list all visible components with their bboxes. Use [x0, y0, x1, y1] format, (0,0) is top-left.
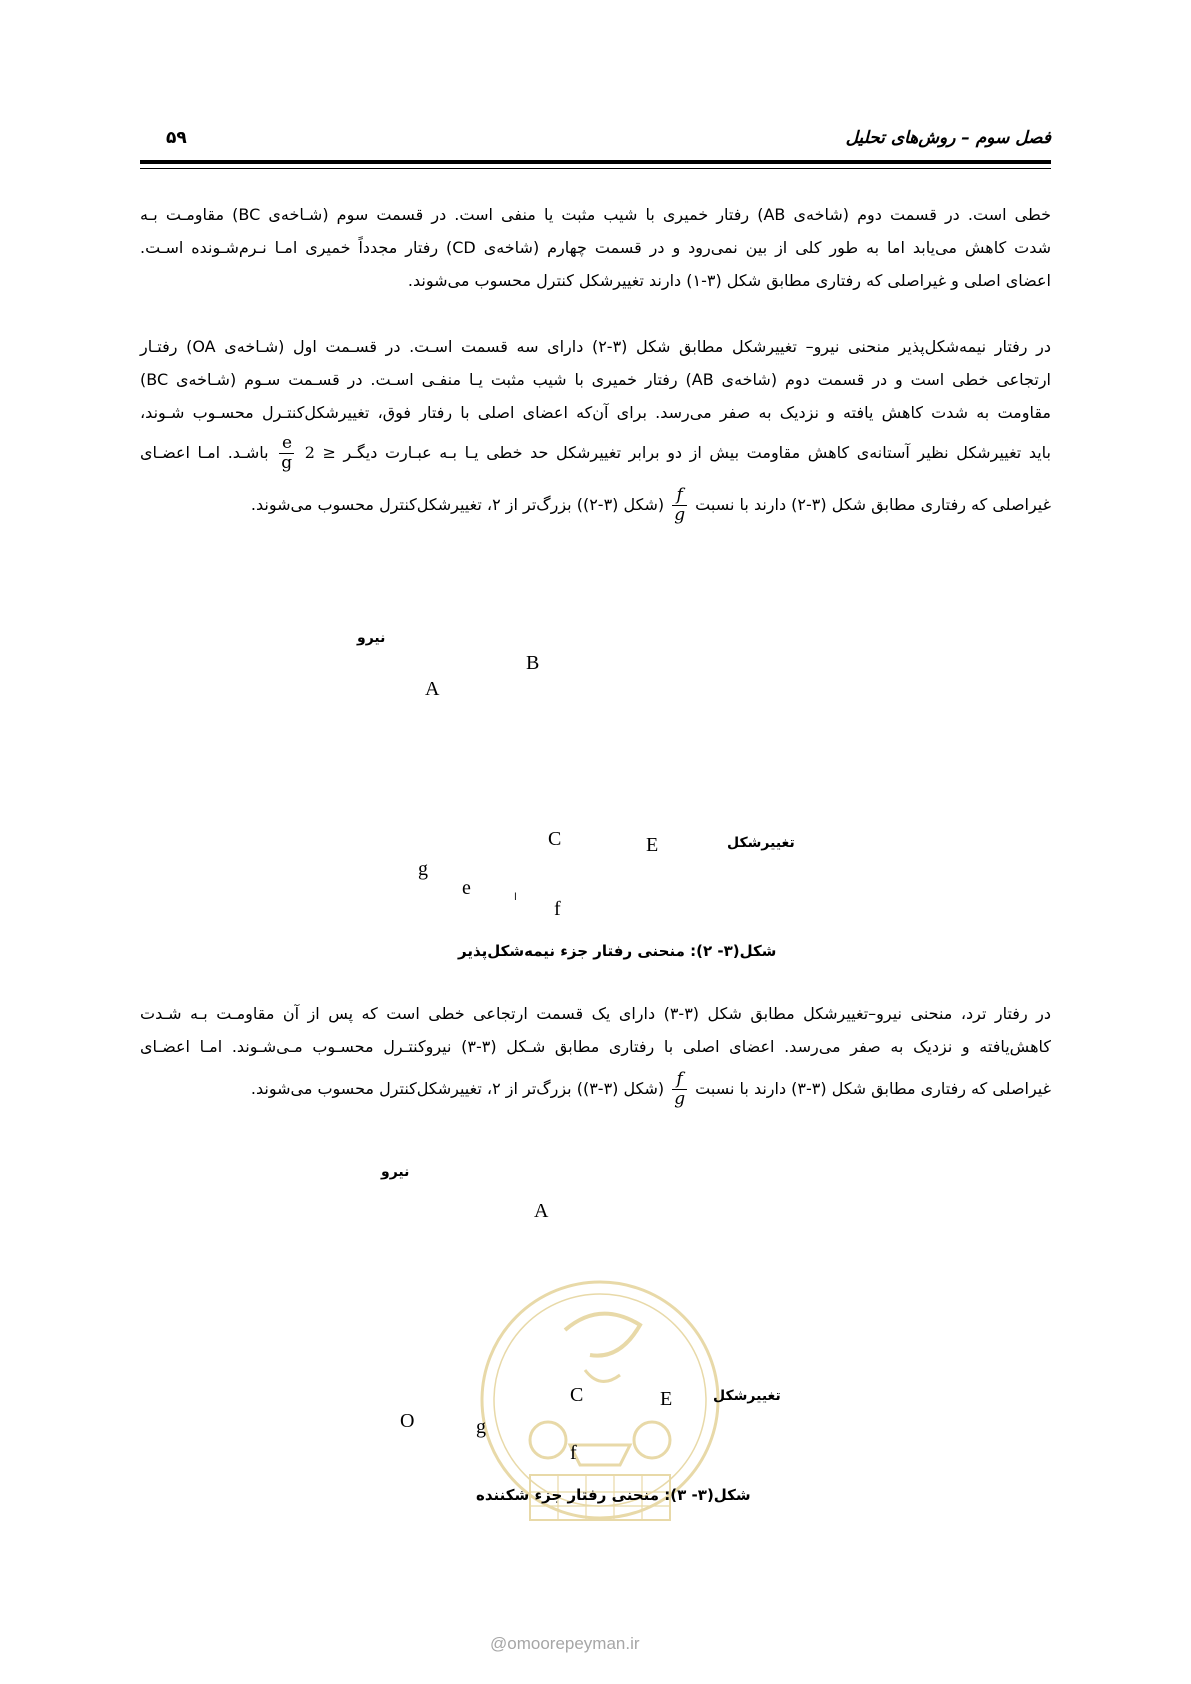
fraction-denominator: g [674, 505, 686, 525]
paragraph-line: کاهش‌یافته و نزدیک به صفر می‌رسد. اعضای اصلی با رفتاری مطابق شـکل (۳-۳) نیروکنتـرل محسـوب مـی‌شـوند. امـا اعضـای [140, 1037, 1052, 1056]
figure3-point-A: A [534, 1200, 549, 1222]
figure3-point-f: f [570, 1442, 577, 1464]
watermark-seal [470, 1270, 730, 1580]
figure3-point-g: g [476, 1416, 486, 1438]
fraction-e-over-g [279, 434, 294, 472]
figure2-point-g: g [418, 858, 428, 880]
text-segment: (شکل (۳-۳)) بزرگ‌تر از ۲، تغییرشکل‌کنترل محسوب می‌شوند. [250, 1079, 665, 1098]
paragraph-line-with-ratio [140, 433, 1051, 473]
chapter-title: فصل سوم – روش‌های تحلیل [845, 128, 1051, 148]
paragraph-2 [140, 330, 1051, 525]
watermark-site: @omoorepeyman.ir [490, 1634, 640, 1653]
paragraph-1 [140, 198, 1051, 297]
fraction-numerator: f [672, 486, 687, 506]
figure2-point-E: E [646, 834, 659, 856]
text-segment: باید تغییرشکل نظیر آستانه‌ی کاهش مقاومت بیش از دو برابر تغییرشکل حد خطی یـا بـه عبـارت دیگـر [343, 443, 1051, 462]
paragraph-line: در رفتار نیمه‌شکل‌پذیر منحنی نیرو– تغییرشکل مطابق شکل (۳-۲) دارای سه قسمت اسـت. در قسـمت اول (شـاخه‌ی OA) رفتـار [140, 337, 1051, 356]
text-segment: غیراصلی که رفتاری مطابق شکل (۳-۳) دارند با نسبت [695, 1079, 1051, 1098]
paragraph-line: اعضای اصلی و غیراصلی که رفتاری مطابق شکل (۳-۱) دارند تغییرشکل کنترل محسوب می‌شوند. [407, 271, 1051, 290]
paragraph-line: شدت کاهش می‌یابد اما به طور کلی از بین نمی‌رود و در قسمت چهارم (شاخه‌ی CD) رفتار مجدداً خمیری امـا نـرم‌شـونده اسـت. [140, 238, 1051, 257]
page-number: ۵۹ [166, 128, 187, 148]
fraction-f-over-g [672, 486, 687, 524]
figure3-point-C: C [570, 1384, 584, 1406]
fraction-numerator: f [672, 1070, 687, 1090]
header-rule-thick [140, 160, 1051, 164]
figure2-force-label: نیرو [357, 630, 386, 646]
figure2-point-A: A [425, 678, 440, 700]
text-segment: باشـد. امـا اعضـای [140, 443, 269, 462]
paragraph-line: در رفتار ترد، منحنی نیرو–تغییرشکل مطابق شکل (۳-۳) دارای یک قسمت ارتجاعی خطی است که پس از آن مقاومـت بـه شـدت [140, 1004, 1051, 1023]
figure2-tick-mark: ا [514, 892, 517, 903]
figure2-deformation-label: تغییرشکل [727, 835, 795, 851]
paragraph-line: ارتجاعی خطی است و در قسمت دوم (شاخه‌ی AB) رفتار خمیری با شیب مثبت یـا منفـی اسـت. در قسـمت سـوم (شـاخه‌ی BC) [140, 370, 1052, 389]
figure2-point-e: e [462, 877, 471, 899]
figure2-point-C: C [548, 828, 562, 850]
paragraph-line: خطی است. در قسمت دوم (شاخه‌ی AB) رفتار خمیری با شیب مثبت یا منفی است. در قسمت سوم (شـاخه‌ی BC) مقاومـت بـه [140, 205, 1052, 224]
fraction-f-over-g [672, 1070, 687, 1108]
fraction-numerator: e [279, 434, 294, 454]
figure3-point-O: O [400, 1410, 415, 1432]
header-rule-thin [140, 168, 1051, 169]
paragraph-line-with-ratio [140, 1069, 1051, 1109]
text-segment: غیراصلی که رفتاری مطابق شکل (۳-۲) دارند با نسبت [695, 495, 1051, 514]
figure2-point-B: B [526, 652, 540, 674]
figure3-caption: شکل(۳- ۳): منحنی رفتار جزء شکننده [476, 1486, 751, 1504]
fraction-denominator: g [281, 453, 293, 473]
figure3-point-E: E [660, 1388, 673, 1410]
text-segment: (شکل (۳-۲)) بزرگ‌تر از ۲، تغییرشکل‌کنترل محسوب می‌شوند. [250, 495, 665, 514]
paragraph-3 [140, 997, 1051, 1109]
figure2-point-f: f [554, 898, 561, 920]
fraction-denominator: g [674, 1089, 686, 1109]
inequality: 2 ≥ [304, 443, 336, 462]
paragraph-line: مقاومت به شدت کاهش یافته و نزدیک به صفر می‌رسد. برای آن‌که اعضای اصلی با رفتار فوق، تغییرشکل‌کنتـرل محسـوب شـوند، [140, 403, 1051, 422]
paragraph-line-with-ratio [140, 485, 1051, 525]
figure2-caption: شکل(۳- ۲): منحنی رفتار جزء نیمه‌شکل‌پذیر [458, 942, 777, 960]
figure3-force-label: نیرو [381, 1164, 410, 1180]
figure3-deformation-label: تغییرشکل [713, 1388, 781, 1404]
